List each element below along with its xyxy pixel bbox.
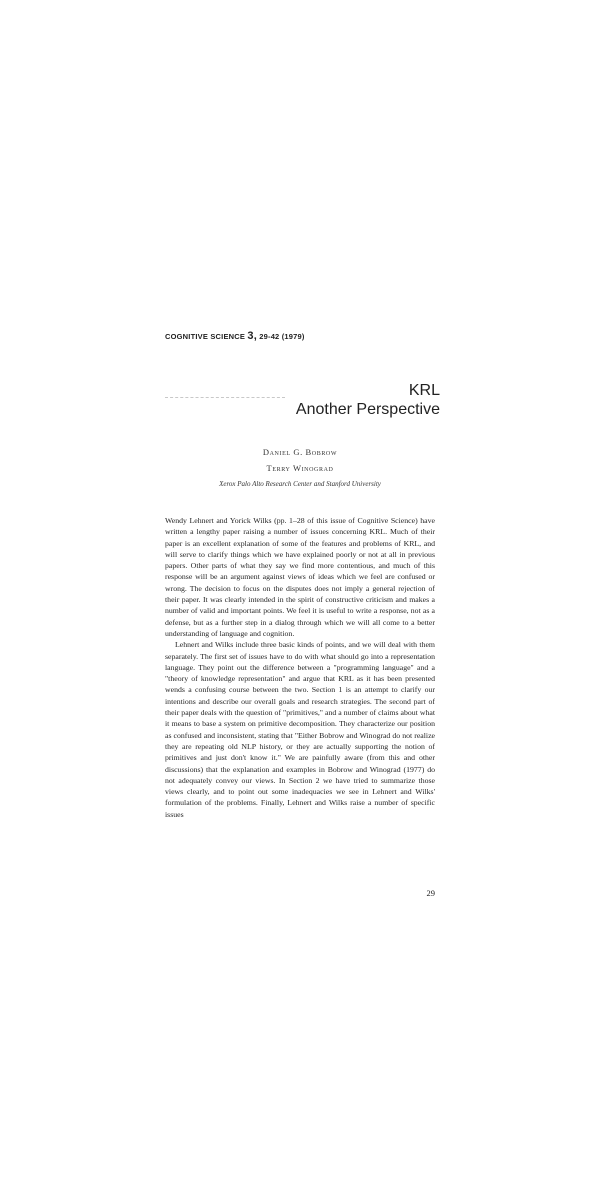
paragraph-2: Lehnert and Wilks include three basic kinds of points, and we will deal with them separately. The first set of issues have to do with what should go into a representation language. They point out the difference between a "programming language" and a "theory of knowledge representation" and argue that KRL as it has been presented wends a confusing course between the two. Section 1 is an attempt to clarify our intentions and describe our overall goals and research strategies. The second part of their paper deals with the question of "primitives," and a number of claims about what it means to base a system on primitive decomposition. They characterize our position as confused and inconsistent, stating that "Either Bobrow and Winograd do not realize they are repeating old NLP history, or they are actually supporting the notion of primitives and just don't know it." We are painfully aware (from this and other discussions) that the explanation and examples in Bobrow and Winograd (1977) do not adequately convey our views. In Section 2 we have tried to summarize those views clearly, and to point out some inadequacies we see in Lehnert and Wilks' formulation of the problems. Finally, Lehnert and Wilks raise a number of specific issues [165, 640, 435, 819]
page-number: 29 [426, 888, 435, 898]
article-title: KRL [408, 382, 440, 399]
article-body [165, 515, 435, 820]
paragraph-1: Wendy Lehnert and Yorick Wilks (pp. 1–28 of this issue of Cognitive Science) have written a lengthy paper raising a number of issues concerning KRL. Much of their paper is an excellent explanation of some of the features and problems of KRL, and will serve to clarify things which we have explained poorly or not at all in previous papers. Other parts of what they say we find more contentious, and much of this response will be an argument against views of ideas which we feel are confused or wrong. The decision to focus on the disputes does not imply a general rejection of their paper. It was clearly intended in the spirit of constructive criticism and makes a number of valid and important points. We feel it is useful to write a response, not as a defense, but as a further step in a dialog through which we will all come to a better understanding of language and cognition. [165, 516, 435, 638]
author-winograd: Terry Winograd [266, 463, 334, 473]
author-bobrow: Daniel G. Bobrow [262, 447, 338, 457]
article-subtitle: Another Perspective [295, 401, 440, 418]
journal-pages-year: 29-42 (1979) [259, 332, 305, 341]
journal-citation [165, 330, 305, 342]
journal-volume: 3, [247, 330, 257, 342]
journal-name: COGNITIVE SCIENCE [165, 332, 246, 341]
author-affiliation: Xerox Palo Alto Research Center and Stanford University [219, 480, 381, 488]
